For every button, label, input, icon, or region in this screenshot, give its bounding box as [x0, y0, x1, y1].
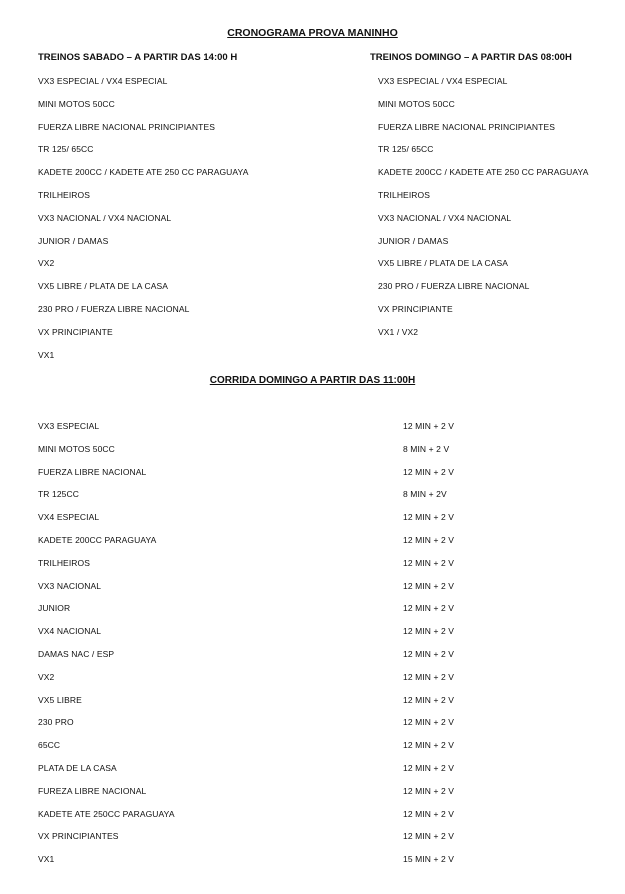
list-item: VX3 ESPECIAL / VX4 ESPECIAL	[378, 76, 508, 86]
race-duration: 12 MIN + 2 V	[403, 535, 455, 545]
race-duration: 12 MIN + 2 V	[403, 512, 455, 523]
race-category: JUNIOR	[38, 603, 71, 614]
list-item: 230 PRO / FUERZA LIBRE NACIONAL	[38, 304, 190, 314]
race-category: TRILHEIROS	[38, 557, 91, 568]
race-duration: 12 MIN + 2 V	[403, 694, 455, 705]
list-item: VX1	[38, 349, 55, 360]
race-duration: 12 MIN + 2 V	[403, 671, 455, 682]
race-category: VX3 ESPECIAL	[38, 421, 100, 431]
race-duration: 12 MIN + 2 V	[403, 421, 455, 431]
race-category: VX4 NACIONAL	[38, 626, 102, 637]
race-duration: 12 MIN + 2 V	[403, 717, 455, 728]
race-duration: 12 MIN + 2 V	[403, 831, 455, 842]
list-item: VX2	[38, 258, 55, 269]
list-item: TR 125/ 65CC	[38, 144, 94, 155]
race-duration: 8 MIN + 2 V	[403, 443, 450, 454]
race-category: PLATA DE LA CASA	[38, 763, 117, 773]
list-item: VX3 NACIONAL / VX4 NACIONAL	[38, 212, 172, 223]
race-category: VX5 LIBRE	[38, 694, 82, 705]
race-duration: 12 MIN + 2 V	[403, 740, 455, 751]
race-category: 65CC	[38, 740, 61, 751]
list-item: JUNIOR / DAMAS	[378, 235, 449, 246]
document-title: CRONOGRAMA PROVA MANINHO	[227, 27, 398, 39]
race-category: TR 125CC	[38, 489, 79, 500]
saturday-heading: TREINOS SABADO – A PARTIR DAS 14:00 H	[38, 52, 238, 63]
list-item: JUNIOR / DAMAS	[38, 235, 109, 246]
race-category: VX3 NACIONAL	[38, 580, 102, 591]
list-item: VX1 / VX2	[378, 326, 419, 337]
list-item: VX PRINCIPIANTE	[38, 326, 113, 337]
race-duration: 12 MIN + 2 V	[403, 649, 455, 659]
race-duration: 12 MIN + 2 V	[403, 626, 455, 637]
list-item: FUERZA LIBRE NACIONAL PRINCIPIANTES	[38, 121, 215, 132]
race-duration: 8 MIN + 2V	[403, 489, 447, 500]
race-category: VX1	[38, 854, 55, 865]
race-duration: 12 MIN + 2 V	[403, 763, 455, 773]
race-duration: 12 MIN + 2 V	[403, 785, 455, 796]
list-item: VX5 LIBRE / PLATA DE LA CASA	[378, 258, 509, 269]
list-item: VX PRINCIPIANTE	[378, 304, 453, 314]
list-item: VX3 ESPECIAL / VX4 ESPECIAL	[38, 76, 168, 86]
race-category: DAMAS NAC / ESP	[38, 649, 115, 659]
race-category: VX2	[38, 671, 55, 682]
race-category: 230 PRO	[38, 717, 74, 728]
race-duration: 12 MIN + 2 V	[403, 580, 455, 591]
race-category: KADETE 200CC PARAGUAYA	[38, 535, 157, 545]
list-item: KADETE 200CC / KADETE ATE 250 CC PARAGUAYA	[38, 167, 249, 178]
race-duration: 15 MIN + 2 V	[403, 854, 455, 865]
race-category: MINI MOTOS 50CC	[38, 443, 115, 454]
race-duration: 12 MIN + 2 V	[403, 603, 455, 614]
race-heading: CORRIDA DOMINGO A PARTIR DAS 11:00H	[209, 375, 416, 386]
race-duration: 12 MIN + 2 V	[403, 557, 455, 568]
list-item: VX3 NACIONAL / VX4 NACIONAL	[378, 212, 512, 223]
list-item: KADETE 200CC / KADETE ATE 250 CC PARAGUAYA	[378, 167, 589, 178]
list-item: TR 125/ 65CC	[378, 144, 434, 155]
list-item: 230 PRO / FUERZA LIBRE NACIONAL	[378, 281, 530, 292]
list-item: MINI MOTOS 50CC	[378, 98, 455, 109]
race-category: VX4 ESPECIAL	[38, 512, 100, 523]
race-category: KADETE ATE 250CC PARAGUAYA	[38, 808, 175, 819]
list-item: TRILHEIROS	[378, 190, 431, 200]
race-category: FUERZA LIBRE NACIONAL	[38, 466, 147, 477]
race-duration: 12 MIN + 2 V	[403, 808, 455, 819]
race-category: VX PRINCIPIANTES	[38, 831, 119, 842]
list-item: TRILHEIROS	[38, 190, 91, 200]
sunday-heading: TREINOS DOMINGO – A PARTIR DAS 08:00H	[370, 52, 572, 63]
race-duration: 12 MIN + 2 V	[403, 466, 455, 477]
race-category: FUREZA LIBRE NACIONAL	[38, 785, 147, 796]
list-item: FUERZA LIBRE NACIONAL PRINCIPIANTES	[378, 121, 555, 132]
list-item: VX5 LIBRE / PLATA DE LA CASA	[38, 281, 169, 292]
list-item: MINI MOTOS 50CC	[38, 98, 115, 109]
